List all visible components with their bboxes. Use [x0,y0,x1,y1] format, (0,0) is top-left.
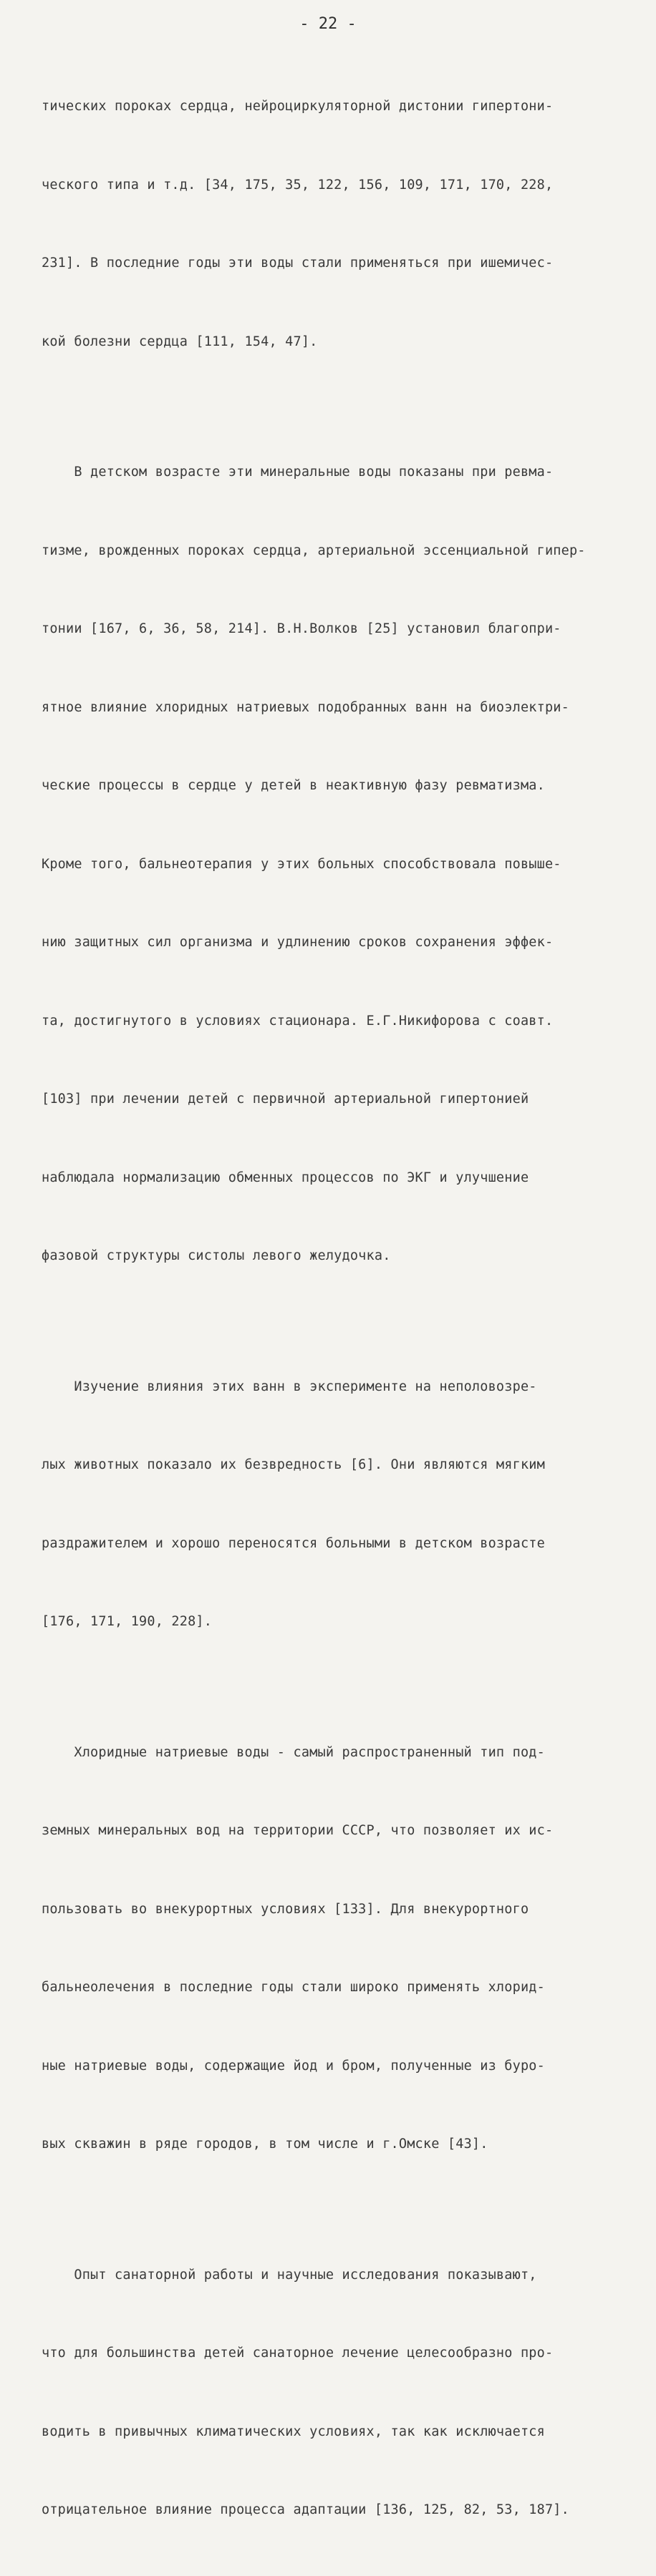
text-line: 231]. В последние годы эти воды стали применяться при ишемичес- [42,256,554,271]
text-line: водить в привычных климатических условиях, так как исключается [42,2424,545,2439]
text-line: [103] при лечении детей с первичной артериальной гипертонией [42,1092,529,1107]
text-line: бальнеолечения в последние годы стали широко применять хлорид- [42,1980,545,1995]
text-line: наблюдала нормализацию обменных процессов по ЭКГ и улучшение [42,1170,529,1185]
text-line: нию защитных сил организма и удлинению сроков сохранения эффек- [42,935,554,950]
text-line: Хлоридные натриевые воды - самый распространенный тип под- [42,1744,545,1760]
body-text [42,42,614,2576]
paragraph-5 [42,2210,614,2576]
text-line: тонии [167, 6, 36, 58, 214]. В.Н.Волков [25] установил благопри- [42,621,561,636]
paragraph-2 [42,407,614,1322]
text-line: тических пороках сердца, нейроциркуляторной дистонии гипертони- [42,99,554,114]
text-line: земных минеральных вод на территории СССР, что позволяет их ис- [42,1823,554,1838]
text-line: раздражителем и хорошо переносятся больными в детском возрасте [42,1535,545,1551]
page-number: - 22 - [299,15,357,33]
text-line: пользовать во внекурортных условиях [133]. Для внекурортного [42,1901,529,1917]
text-line: [176, 171, 190, 228]. [42,1614,213,1629]
text-line: отрицательное влияние процесса адаптации [136, 125, 82, 53, 187]. [42,2502,569,2517]
text-line: та, достигнутого в условиях стационара. Е.Г.Никифорова с соавт. [42,1013,554,1029]
text-line: Опыт санаторной работы и научные исследования показывают, [42,2267,537,2283]
text-line: лых животных показало их безвредность [6]. Они являются мягким [42,1457,545,1472]
text-line: фазовой структуры систолы левого желудочка. [42,1248,391,1263]
text-line: ческие процессы в сердце у детей в неактивную фазу ревматизма. [42,778,545,793]
text-line: ческого типа и т.д. [34, 175, 35, 122, 156, 109, 171, 170, 228, [42,177,554,193]
text-line: ные натриевые воды, содержащие йод и бром, полученные из буро- [42,2058,545,2074]
text-line: что для большинства детей санаторное лечение целесообразно про- [42,2346,554,2361]
text-line: Кроме того, бальнеотерапия у этих больных способствовала повыше- [42,856,561,872]
text-line: вых скважин в ряде городов, в том числе и г.Омске [43]. [42,2137,488,2152]
text-line: кой болезни сердца [111, 154, 47]. [42,334,318,349]
paragraph-3 [42,1322,614,1688]
text-line: ятное влияние хлоридных натриевых подобранных ванн на биоэлектри- [42,699,569,715]
paragraph-1 [42,42,614,407]
text-line: В детском возрасте эти минеральные воды показаны при ревма- [42,465,554,480]
paragraph-4 [42,1688,614,2210]
text-line: тизме, врожденных пороках сердца, артериальной эссенциальной гипер- [42,543,586,558]
text-line: Изучение влияния этих ванн в эксперименте на неполовозре- [42,1379,537,1394]
